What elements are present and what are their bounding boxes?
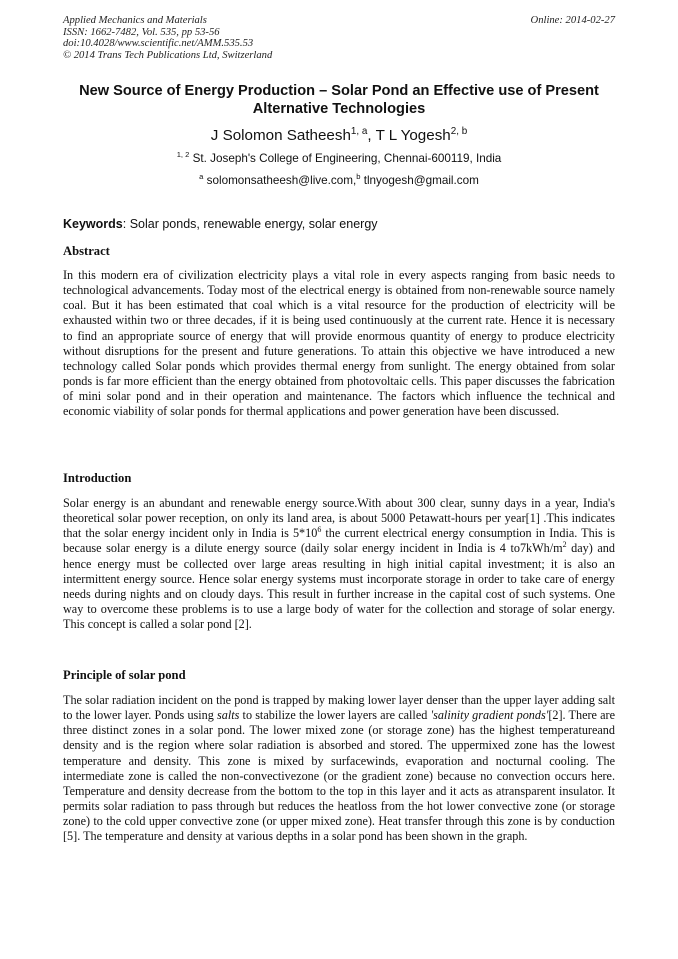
author-1-name: J Solomon Satheesh: [210, 127, 351, 144]
author-2-sup: 2, b: [450, 125, 468, 137]
email-b: tlnyogesh@gmail.com: [360, 174, 479, 187]
author-2-name: T L Yogesh: [375, 127, 451, 144]
keywords: [63, 217, 615, 232]
intro-text-3: day) and hence energy must be collected over large areas resulting in high initial capital investment; it is also an intermittent energy source. Hence solar energy systems must incorporate storage in order to take care of energy needs during nights and on cloudy days. This result in further increase in the capital cost of such systems. One way to overcome these problems is to use a large body of water for the collection and storage of solar energy. This concept is called a solar pond [2].: [63, 541, 615, 632]
principle-text-2: to stabilize the lower layers are called: [239, 708, 431, 723]
email-a-sup: a: [199, 172, 204, 182]
principle-italic-2: 'salinity gradient ponds': [430, 708, 549, 723]
journal-header: [63, 15, 615, 61]
affiliation-sup: 1, 2: [176, 150, 190, 160]
principle-text-3: [2]. There are three distinct zones in a solar pond. The lower mixed zone (or storage zone) has the highest temperatureand density and is the region where solar radiation is absorbed and stored. The uppermixed zone has the lowest temperature and density. This zone is mixed by surfacewinds, evaporation and nocturnal cooling. The intermediate zone is called the non-convectivezone (or the gradient zone) because no convection occurs here. Temperature and density decrease from the bottom to the top in this layer and it acts as atransparent insulator. It permits solar radiation to pass through but reduces the heatloss from the hot lower convective zone (or storage zone) to the cold upper convective zone (or upper mixed zone). Heat transfer through this zone is by conduction [5]. The temperature and density at various depths in a solar pond has been shown in the graph.: [63, 708, 615, 844]
author-separator: ,: [367, 127, 376, 144]
principle-italic-1: salts: [217, 708, 240, 723]
author-line: [63, 127, 615, 145]
email-b-sup: b: [356, 172, 361, 182]
keywords-text: : Solar ponds, renewable energy, solar energy: [122, 217, 378, 231]
copyright-line: © 2014 Trans Tech Publications Ltd, Switzerland: [63, 49, 273, 61]
abstract-heading: Abstract: [63, 244, 110, 258]
email-a: solomonsatheesh@live.com,: [203, 174, 357, 187]
online-date: Online: 2014-02-27: [530, 15, 615, 26]
paper-title: New Source of Energy Production – Solar Pond an Effective use of Present Alternative Technologies: [79, 83, 599, 117]
keywords-label: Keywords: [63, 217, 123, 231]
introduction-body: [63, 496, 615, 632]
email-line: [63, 174, 615, 188]
intro-sup-2: 2: [562, 540, 567, 550]
issn-line: ISSN: 1662-7482, Vol. 535, pp 53-56: [63, 26, 220, 38]
introduction-heading: Introduction: [63, 471, 132, 485]
intro-sup-1: 6: [317, 525, 322, 535]
principle-heading: Principle of solar pond: [63, 668, 186, 682]
journal-name: Applied Mechanics and Materials: [63, 15, 207, 26]
affiliation-line: [63, 152, 615, 166]
author-1-sup: 1, a: [350, 125, 368, 137]
principle-body: [63, 693, 615, 845]
doi-line: doi:10.4028/www.scientific.net/AMM.535.53: [63, 38, 254, 50]
intro-text-2: the current electrical energy consumption in India. This is because solar energy is a dilute energy source (daily solar energy incident in India is 4 to7kWh/m: [63, 526, 615, 556]
affiliation-text: St. Joseph's College of Engineering, Chennai-600119, India: [189, 152, 502, 165]
abstract-body: In this modern era of civilization electricity plays a vital role in every aspects ranging from basic needs to technological advancements. Today most of the electrical energy is obtained from non-renewable source namely coal. But it has been estimated that coal which is a vital resource for the production of electricity will be exhausted within two or three decades, if it is being used continuously at the current rate. Hence it is necessary to find an appropriate source of energy that will provide enormous quantity of energy to produce electricity without disruptions for the present and future generations. To attain this objective we have introduced a new technology called Solar ponds which provides thermal energy from sunlight. The energy obtained from solar ponds is far more efficient than the energy obtained from photovoltaic cells. This paper discusses the fabrication of mini solar pond and in their operation and maintenance. The factors which influence the technical and economic viability of solar ponds for thermal applications and power generation have been discussed.: [63, 268, 615, 419]
intro-text-1: Solar energy is an abundant and renewable energy source.With about 300 clear, sunny days in a year, India's theoretical solar power reception, on only its land area, is about 5000 Petawatt-hours per year[1] .This indicates that the solar energy incident only in India is 5*10: [63, 496, 615, 541]
principle-text-1: The solar radiation incident on the pond is trapped by making lower layer denser than the upper layer adding salt to the lower layer. Ponds using: [63, 693, 615, 723]
